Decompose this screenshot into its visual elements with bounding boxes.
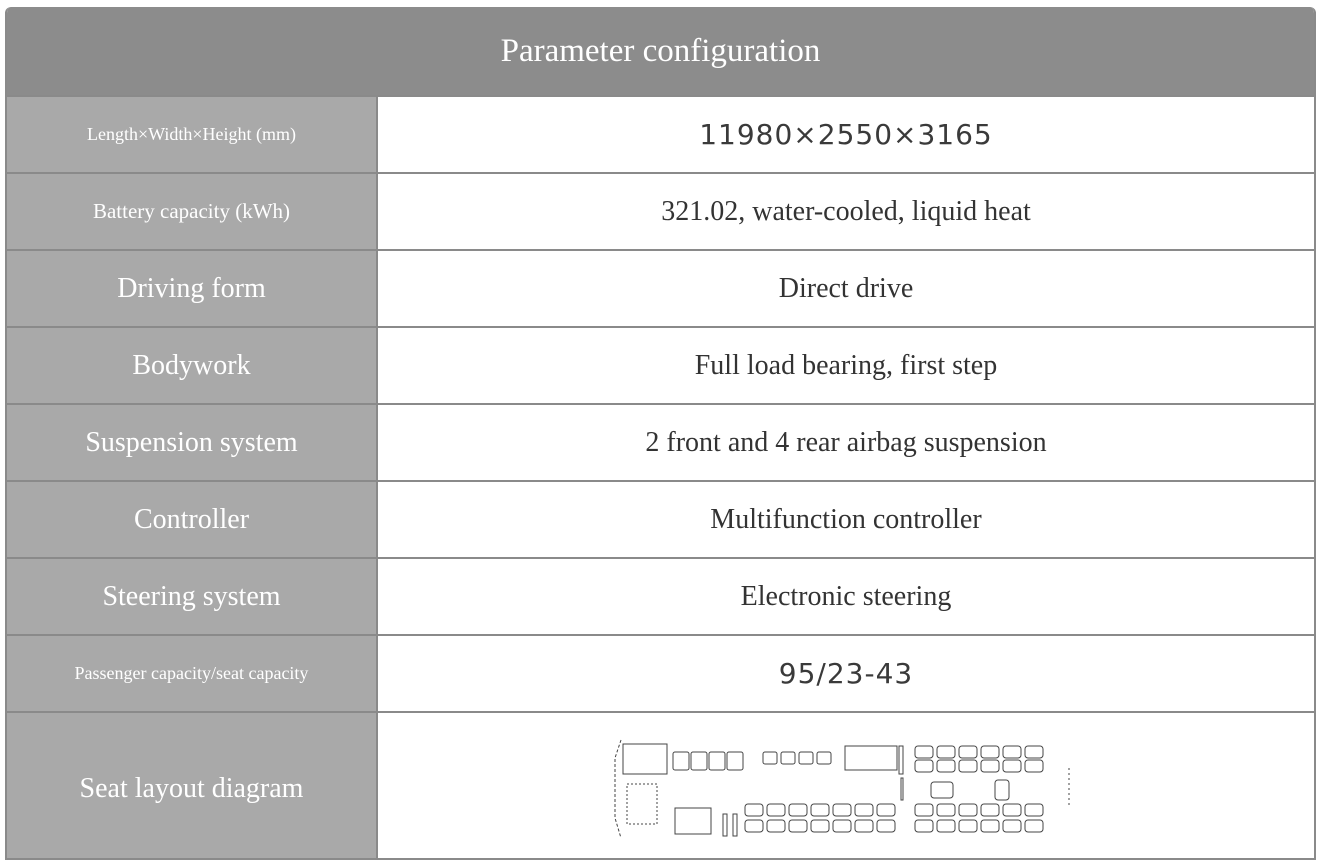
table-row [7, 174, 1314, 251]
row-value-capacity: 95/23-43 [378, 636, 1314, 711]
table-row [7, 328, 1314, 405]
row-label-suspension: Suspension system [7, 405, 378, 480]
row-label-steering: Steering system [7, 559, 378, 634]
row-value-steering: Electronic steering [378, 559, 1314, 634]
table-row [7, 636, 1314, 713]
row-label-seat-layout: Seat layout diagram [7, 713, 378, 860]
table-row [7, 713, 1314, 860]
table-title: Parameter configuration [7, 7, 1314, 97]
row-value-suspension: 2 front and 4 rear airbag suspension [378, 405, 1314, 480]
row-value-dimensions: 11980×2550×3165 [378, 97, 1314, 172]
row-label-capacity: Passenger capacity/seat capacity [7, 636, 378, 711]
row-label-controller: Controller [7, 482, 378, 557]
parameter-table [5, 7, 1316, 860]
row-label-driving-form: Driving form [7, 251, 378, 326]
table-row [7, 559, 1314, 636]
row-value-battery: 321.02, water-cooled, liquid heat [378, 174, 1314, 249]
row-label-battery: Battery capacity (kWh) [7, 174, 378, 249]
seat-layout-diagram [611, 738, 1081, 840]
row-label-bodywork: Bodywork [7, 328, 378, 403]
table-row [7, 97, 1314, 174]
table-row [7, 405, 1314, 482]
row-value-controller: Multifunction controller [378, 482, 1314, 557]
row-label-dimensions: Length×Width×Height (mm) [7, 97, 378, 172]
table-row [7, 482, 1314, 559]
row-value-driving-form: Direct drive [378, 251, 1314, 326]
row-value-seat-layout [378, 713, 1314, 860]
row-value-bodywork: Full load bearing, first step [378, 328, 1314, 403]
table-row [7, 251, 1314, 328]
